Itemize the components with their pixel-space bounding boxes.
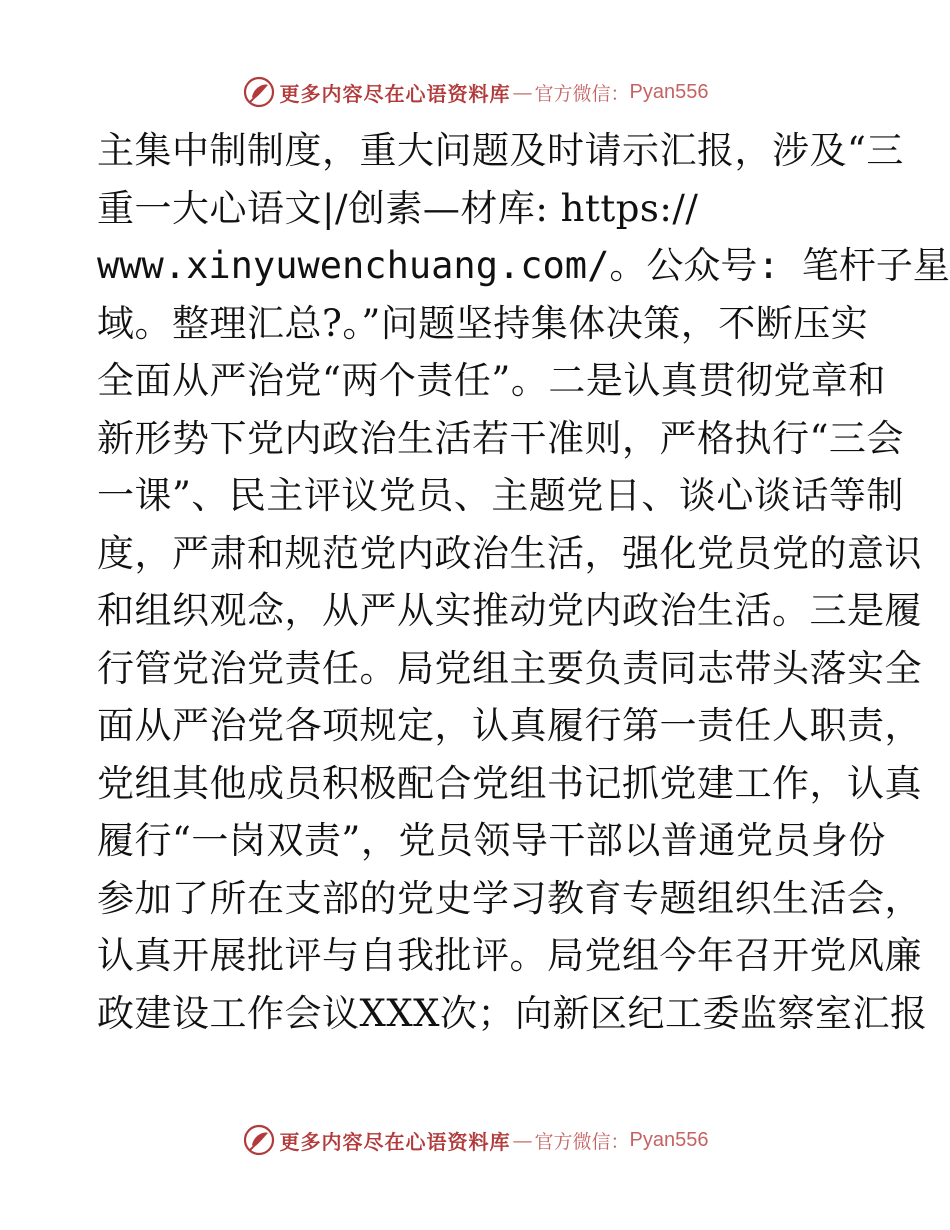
footer-watermark-wechat-label: 官方微信： xyxy=(534,1130,630,1153)
body-line: 行管党治党责任。局党组主要负责同志带头落实全 xyxy=(97,646,922,690)
body-line: 面从严治党各项规定，认真履行第一责任人职责， xyxy=(97,704,922,747)
header-watermark-title: 更多内容尽在心语资料库 xyxy=(279,81,511,106)
body-line: 政建设工作会议XXX次；向新区纪工委监察室汇报 xyxy=(97,991,928,1035)
footer-watermark-wechat-id: Pyan556 xyxy=(629,1128,709,1151)
body-line: 域。整理汇总?。”问题坚持集体决策，不断压实 xyxy=(97,301,869,345)
footer-watermark-title: 更多内容尽在心语资料库 xyxy=(279,1129,511,1154)
document-body xyxy=(97,122,950,1042)
body-line: 一课”、民主评议党员、主题党日、谈心谈话等制 xyxy=(97,474,904,517)
body-line: 参加了所在支部的党史学习教育专题组织生活会， xyxy=(97,876,922,920)
body-line: 新形势下党内政治生活若干准则，严格执行“三会 xyxy=(97,416,904,460)
brand-logo-icon xyxy=(242,1123,276,1157)
body-line: 和组织观念，从严从实推动党内政治生活。三是履 xyxy=(97,589,922,632)
body-line: 主集中制制度，重大问题及时请示汇报，涉及“三 xyxy=(97,129,904,172)
body-line: 认真开展批评与自我批评。局党组今年召开党风廉 xyxy=(97,934,922,977)
footer-watermark xyxy=(0,1120,950,1160)
header-watermark-dash: — xyxy=(512,80,533,104)
body-line: 重一大心语文|/创素—材库: https:// xyxy=(97,186,699,230)
footer-watermark-dash: — xyxy=(512,1128,533,1152)
header-watermark-wechat-label: 官方微信： xyxy=(534,82,630,105)
body-line: 全面从严治党“两个责任”。二是认真贯彻党章和 xyxy=(97,359,886,402)
header-watermark xyxy=(0,72,950,112)
body-line: 履行“一岗双责”，党员领导干部以普通党员身份 xyxy=(97,819,886,862)
body-line: 党组其他成员积极配合党组书记抓党建工作，认真 xyxy=(97,761,922,805)
body-line: www.xinyuwenchuang.com/。公众号: 笔杆子星 xyxy=(97,244,950,287)
body-line: 度，严肃和规范党内政治生活，强化党员党的意识 xyxy=(97,531,922,575)
brand-logo-icon xyxy=(242,75,276,109)
header-watermark-wechat-id: Pyan556 xyxy=(629,80,709,103)
